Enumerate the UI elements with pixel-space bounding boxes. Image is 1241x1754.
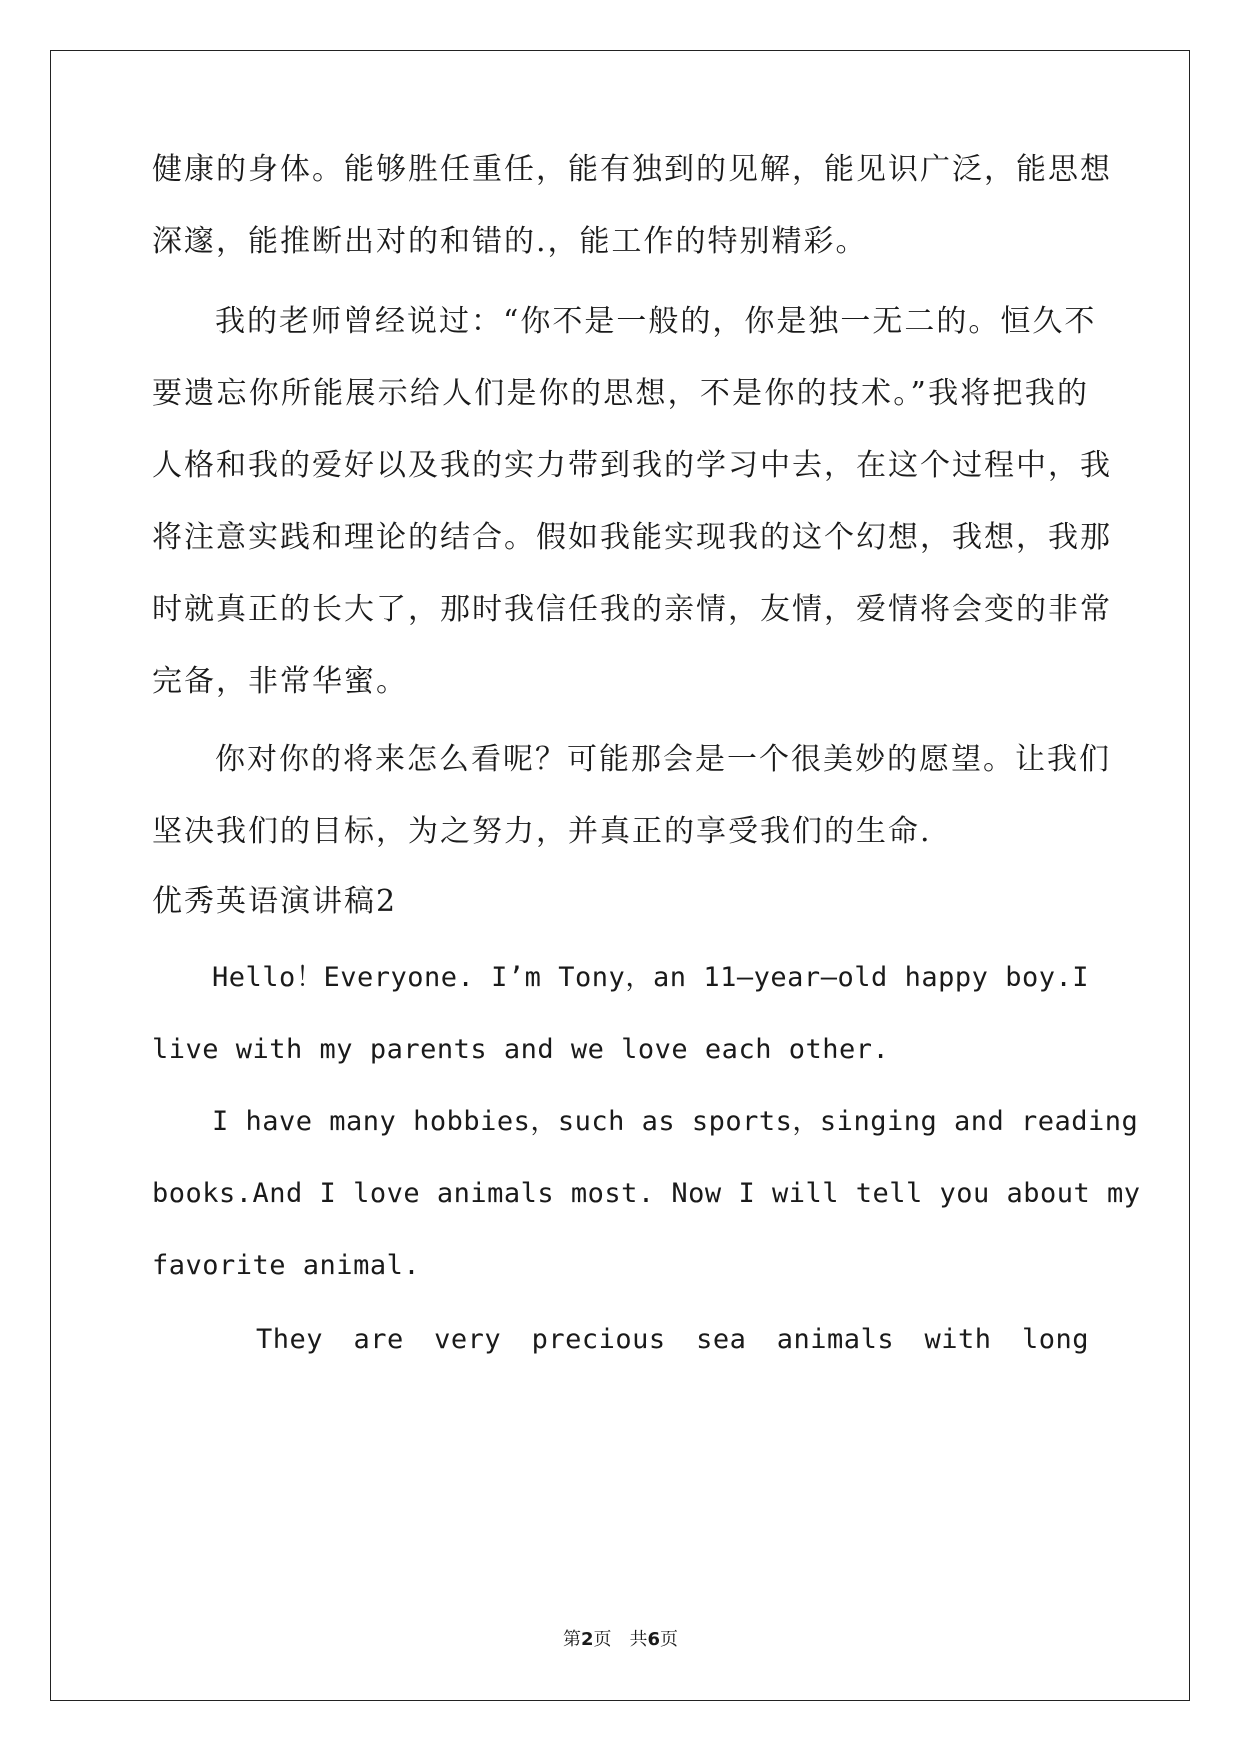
- text-line: live with my parents and we love each other.: [152, 1034, 890, 1065]
- current-page-number: 2: [580, 1629, 594, 1650]
- footer-mid: 页 共: [593, 1629, 648, 1650]
- text-line: 健康的身体。能够胜任重任，能有独到的见解，能见识广泛，能思想: [152, 152, 1112, 187]
- text-line: 坚决我们的目标，为之努力，并真正的享受我们的生命.: [152, 814, 932, 849]
- paragraph-start-line: Hello！Everyone. I’m Tony，an 11—year—old happy boy.I: [212, 962, 1089, 993]
- text-line: 将注意实践和理论的结合。假如我能实现我的这个幻想，我想，我那: [152, 520, 1112, 555]
- text-line: 人格和我的爱好以及我的实力带到我的学习中去，在这个过程中，我: [152, 448, 1112, 483]
- page-footer: [0, 1628, 1241, 1652]
- paragraph-start-line: I have many hobbies，such as sports，singing and reading: [212, 1106, 1139, 1137]
- text-line: 时就真正的长大了，那时我信任我的亲情，友情，爱情将会变的非常: [152, 592, 1112, 627]
- footer-suffix: 页: [660, 1629, 679, 1650]
- paragraph-start-line: They are very precious sea animals with long: [256, 1324, 1089, 1355]
- section-heading: 优秀英语演讲稿2: [152, 884, 398, 919]
- paragraph-start-line: 我的老师曾经说过：“你不是一般的，你是独一无二的。恒久不: [215, 304, 1097, 339]
- paragraph-start-line: 你对你的将来怎么看呢？可能那会是一个很美妙的愿望。让我们: [215, 742, 1111, 777]
- text-line: 深邃，能推断出对的和错的.，能工作的特别精彩。: [152, 224, 868, 259]
- text-line: 要遗忘你所能展示给人们是你的思想，不是你的技术。”我将把我的: [152, 376, 1089, 411]
- text-line: 完备，非常华蜜。: [152, 664, 408, 699]
- page-border: [50, 50, 1190, 1701]
- text-line: books.And I love animals most. Now I will tell you about my: [152, 1178, 1141, 1209]
- total-page-number: 6: [647, 1629, 661, 1650]
- footer-prefix: 第: [562, 1629, 581, 1650]
- text-line: favorite animal.: [152, 1250, 421, 1281]
